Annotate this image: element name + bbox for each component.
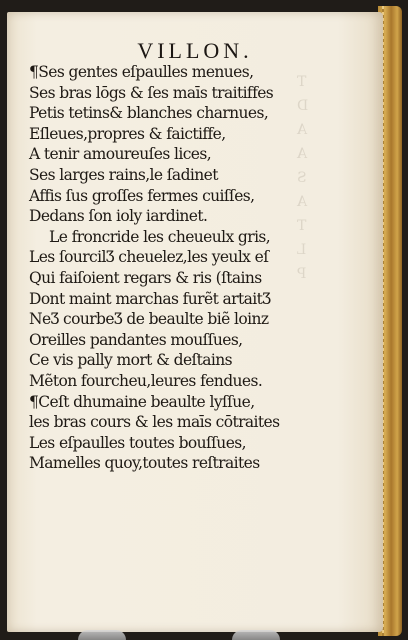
verse-line: Les eſpaulles toutes bouſſues, bbox=[29, 433, 246, 452]
verse-line: Le froncride les cheueulx gris, bbox=[49, 227, 271, 246]
verse-line: ¶Ceſt dhumaine beaulte lyſſue, bbox=[29, 392, 255, 411]
verse-line: Oreilles pandantes mouſſues, bbox=[29, 330, 243, 349]
verse-line: Petis tetins& blanches charnues, bbox=[29, 104, 269, 123]
book-page bbox=[7, 12, 383, 632]
verse-line: Qui faiſoient regars & ris (ſtains bbox=[29, 268, 262, 287]
verse-line: Dedans ſon ioly iardinet. bbox=[29, 207, 208, 226]
verse-line: ¶Ses gentes eſpaulles menues, bbox=[29, 63, 254, 81]
verse-line: Affis ſus groſſes fermes cuiſſes, bbox=[29, 186, 255, 205]
verse-line: Ce vis pally mort & deſtains bbox=[29, 351, 233, 370]
verse-line: les bras cours & les maīs cōtraites bbox=[29, 413, 280, 432]
verse-line: Eſleues,propres & faictiffe, bbox=[29, 124, 226, 143]
verse-line: Mamelles quoy,toutes reſtraites bbox=[29, 454, 260, 473]
running-header: VILLON. bbox=[137, 38, 253, 63]
show-through-text: T D A A S A T L P bbox=[297, 74, 309, 282]
verse-block bbox=[29, 62, 319, 474]
verse-line: Mẽton fourcheu,leures fendues. bbox=[29, 371, 263, 390]
verse-line: A tenir amoureuſes lices, bbox=[29, 145, 212, 164]
page-clip bbox=[232, 630, 280, 640]
verse-line: Ses bras lōgs & ſes maīs traitiffes bbox=[29, 83, 274, 102]
verse-line: Ses larges rains,le ſadinet bbox=[29, 165, 218, 184]
verse-line: Dont maint marchas furẽt artaitƷ bbox=[29, 289, 271, 308]
page-clip bbox=[78, 630, 126, 640]
verse-line: Les ſourcilƷ cheuelez,les yeulx eſ bbox=[29, 248, 269, 267]
verse-line: NeƷ courbeƷ de beaulte biẽ loinz bbox=[29, 310, 269, 329]
